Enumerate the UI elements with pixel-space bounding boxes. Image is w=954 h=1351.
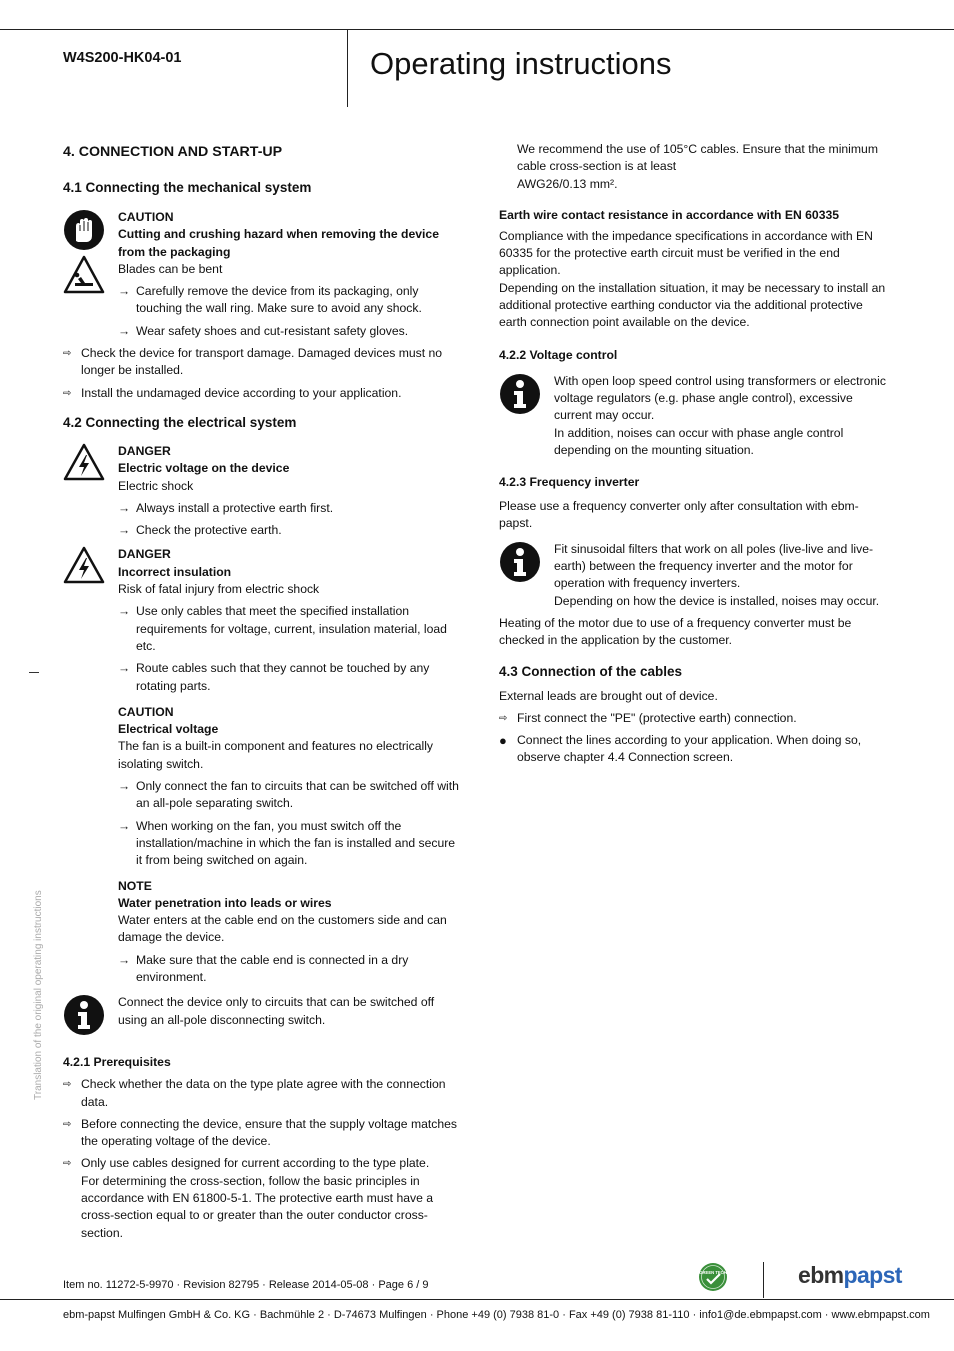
crushing-hazard-icon (63, 255, 105, 295)
subsection-heading-cables: 4.3 Connection of the cables (499, 663, 683, 679)
greentech-label: GREEN TECH (699, 1270, 727, 1275)
footer-item-info: Item no. 11272-5-9970 · Revision 82795 · Release 2014-05-08 · Page 6 / 9 (63, 1279, 429, 1291)
document-title: Operating instructions (370, 46, 672, 81)
list-item: ⇨ Install the undamaged device according to your application. (63, 385, 402, 400)
ebmpapst-logo: ebmpapst (798, 1262, 902, 1288)
earth-paragraph: Compliance with the impedance specifications in accordance with EN 60335 for the protective earth circuit must be verified in the end application. (499, 228, 873, 278)
list-item: ⇨ Check whether the data on the type plate agree with the connection data. (63, 1077, 446, 1109)
high-voltage-icon (63, 546, 105, 584)
caution-title: Cutting and crushing hazard when removing the device from the packaging (118, 227, 439, 259)
caution-title: Electrical voltage (118, 722, 219, 737)
note-label: NOTE (118, 878, 152, 893)
danger-title: Electric voltage on the device (118, 461, 290, 476)
instruction-step: → Always install a protective earth first. (118, 500, 334, 515)
gloves-icon (63, 209, 105, 251)
info-block-frequency: Fit sinusoidal filters that work on all poles (live-live and live-earth) between the frequency inverter and the motor for operation with frequency inverters. Depending on how the device is installed, noises may occur. (499, 541, 891, 610)
mechanical-checklist (63, 345, 463, 402)
caution-label: CAUTION (118, 210, 174, 224)
list-item: ⇨ Check the device for transport damage. Damaged devices must no longer be installed. (63, 346, 443, 378)
instruction-step: → Make sure that the cable end is connected in a dry environment. (118, 952, 409, 984)
list-item: ⇨ First connect the "PE" (protective earth) connection. (499, 710, 797, 725)
info-block-voltage: With open loop speed control using transformers or electronic voltage regulators (e.g. phase angle control), excessive current may occur. In addition, noises can occur with phase angle control depending on the mounting situation. (499, 373, 891, 459)
heading-earth-wire: Earth wire contact resistance in accordance with EN 60335 (499, 207, 840, 222)
subsection-heading-prerequisites: 4.2.1 Prerequisites (63, 1055, 171, 1070)
high-voltage-icon (63, 443, 105, 481)
instruction-step: → Route cables such that they cannot be touched by any rotating parts. (118, 661, 430, 693)
instruction-step: → Use only cables that meet the specified installation requirements for voltage, current, insulation material, load etc. (118, 604, 447, 653)
caution-description: Blades can be bent (118, 261, 223, 276)
logo-divider (763, 1262, 764, 1298)
fold-mark (29, 672, 39, 673)
danger-block-voltage (63, 443, 463, 539)
subsection-heading-electrical: 4.2 Connecting the electrical system (63, 414, 297, 430)
danger-description: Risk of fatal injury from electric shock (118, 582, 320, 597)
info-text: Connect the device only to circuits that can be switched off using an all-pole disconnecting switch. (118, 995, 435, 1027)
earth-paragraph: Depending on the installation situation, it may be necessary to install an additional protective earthing conductor via the additional protective earth connection point available on the device. (499, 280, 886, 330)
instruction-step: → Check the protective earth. (118, 523, 282, 538)
left-column (63, 142, 463, 1242)
danger-label: DANGER (118, 547, 171, 562)
list-item: ● Connect the lines according to your application. When doing so, observe chapter 4.4 Connection screen. (499, 733, 862, 765)
caution-label: CAUTION (118, 704, 174, 719)
danger-block-insulation (63, 546, 463, 986)
subsection-heading-mechanical: 4.1 Connecting the mechanical system (63, 180, 312, 195)
prerequisites-detail: For determining the cross-section, follow the basic principles in accordance with EN 61800-5-1. The protective earth must have a cross-section equal to or greater than the outer conductor cross-section. (81, 1173, 434, 1240)
info-icon (63, 994, 105, 1036)
greentech-badge-icon (698, 1262, 728, 1292)
subsection-heading-voltage-control: 4.2.2 Voltage control (499, 347, 618, 362)
info-block-disconnect (63, 994, 463, 1038)
danger-label: DANGER (118, 443, 171, 458)
instruction-step: → Carefully remove the device from its packaging, only touching the wall ring. Make sure to avoid any shock. (118, 284, 422, 316)
instruction-step: → Wear safety shoes and cut-resistant safety gloves. (118, 323, 409, 338)
section-heading-connection: 4. CONNECTION AND START-UP (63, 144, 283, 160)
danger-title: Incorrect insulation (118, 564, 232, 579)
list-item: ⇨ Only use cables designed for current according to the type plate. For determining the cross-section, follow the basic principles in accordance with EN 61800-5-1. The protective earth must have a cross-section equal to or greater than the outer conductor cross-section. (63, 1156, 434, 1240)
danger-description: Electric shock (118, 478, 194, 493)
frequency-intro: Please use a frequency converter only after consultation with ebm-papst. (499, 499, 859, 531)
info-icon (499, 373, 541, 415)
list-item: ⇨ Before connecting the device, ensure that the supply voltage matches the operating voltage of the device. (63, 1116, 458, 1149)
frequency-heating-note: Heating of the motor due to use of a frequency converter must be checked in the application by the customer. (499, 615, 852, 648)
right-column (499, 141, 891, 767)
footer-rule (0, 1299, 954, 1300)
safety-icons (63, 209, 107, 295)
caution-description: The fan is a built-in component and features no electrically isolating switch. (118, 739, 434, 771)
prerequisites-list (63, 1076, 463, 1242)
side-note: Translation of the original operating instructions (33, 890, 44, 1100)
footer-company-info: ebm-papst Mulfingen GmbH & Co. KG · Bachmühle 2 · D-74673 Mulfingen · Phone +49 (0) 7938 81-0 · Fax +49 (0) 7938 81-110 · info1@de.ebmpapst.com · www.ebmpapst.com (63, 1309, 930, 1321)
note-title: Water penetration into leads or wires (118, 895, 332, 910)
caution-block-mechanical (63, 209, 463, 340)
model-number: W4S200-HK04-01 (63, 50, 182, 66)
header-top-rule (0, 29, 954, 30)
note-description: Water enters at the cable end on the customers side and can damage the device. (118, 913, 447, 945)
header-divider (347, 30, 348, 107)
subsection-heading-frequency-inverter: 4.2.3 Frequency inverter (499, 475, 640, 490)
cable-recommendation: We recommend the use of 105°C cables. Ensure that the minimum cable cross-section is at least AWG26/0.13 mm². (517, 142, 878, 191)
instruction-step: → When working on the fan, you must switch off the installation/machine in which the fan is installed and secure it from being switched on again. (118, 818, 456, 868)
info-icon (499, 541, 541, 583)
cables-intro: External leads are brought out of device. (499, 688, 718, 703)
instruction-step: → Only connect the fan to circuits that can be switched off with an all-pole separating switch. (118, 779, 459, 811)
